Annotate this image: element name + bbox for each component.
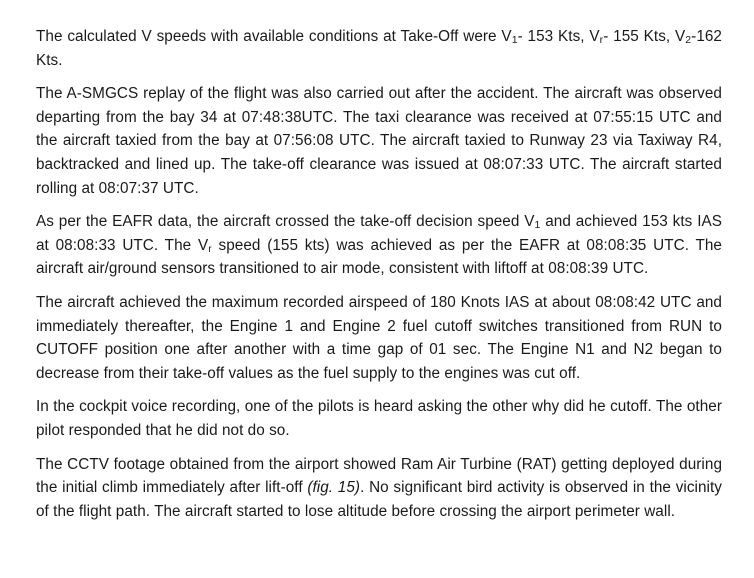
text: The CCTV footage obtained from the airport showed Ram Air Turbine (RAT) getting deployed during the initial climb immediately after lift-off <box>36 455 722 497</box>
paragraph-fuel-cutoff: The aircraft achieved the maximum recorded airspeed of 180 Knots IAS at about 08:08:42 UTC and immediately thereafter, the Engine 1 and Engine 2 fuel cutoff switches transitioned from RUN to CUTOFF position one after another with a time gap of 01 sec. The Engine N1 and N2 began to decrease from their take-off values as the fuel supply to the engines was cut off. <box>36 293 722 382</box>
paragraph-cockpit-voice: In the cockpit voice recording, one of the pilots is heard asking the other why did he cutoff. The other pilot responded that he did not do so. <box>36 398 722 439</box>
text: - 153 Kts, V <box>517 28 600 45</box>
figure-reference: (fig. 15) <box>307 479 361 497</box>
text: The calculated V speeds with available conditions at Take-Off were V <box>36 28 512 45</box>
subscript: r <box>599 34 604 46</box>
paragraph-v-speeds <box>36 25 722 72</box>
text: As per the EAFR data, the aircraft crossed the take-off decision speed V <box>36 213 535 231</box>
subscript: 1 <box>511 34 518 46</box>
paragraph-asmgcs-replay: The A-SMGCS replay of the flight was also carried out after the accident. The aircraft was observed departing from the bay 34 at 07:48:38UTC. The taxi clearance was received at 07:55:15 UTC and the aircraft taxied from the bay at 07:56:08 UTC. The aircraft taxied to Runway 23 via Taxiway R4, backtracked and lined up. The take-off clearance was issued at 08:07:33 UTC. The aircraft started rolling at 08:07:37 UTC. <box>36 85 722 197</box>
subscript: 2 <box>685 34 692 46</box>
subscript: r <box>208 242 212 255</box>
text: speed (155 kts) was achieved as per the EAFR at 08:08:35 UTC. The aircraft air/ground sensors transitioned to air mode, consistent with liftoff at 08:08:39 UTC. <box>36 236 722 278</box>
text: -162 Kts. <box>36 28 722 69</box>
report-page <box>36 25 722 523</box>
subscript: 1 <box>534 219 541 232</box>
paragraph-cctv-footage <box>36 453 722 524</box>
text: and achieved 153 kts IAS at 08:08:33 UTC. The V <box>36 213 723 254</box>
text: . No significant bird activity is observed in the vicinity of the flight path. The aircraft started to lose altitude before crossing the airport perimeter wall. <box>36 479 722 520</box>
text: - 155 Kts, V <box>603 28 686 45</box>
paragraph-eafr-data <box>36 210 722 281</box>
